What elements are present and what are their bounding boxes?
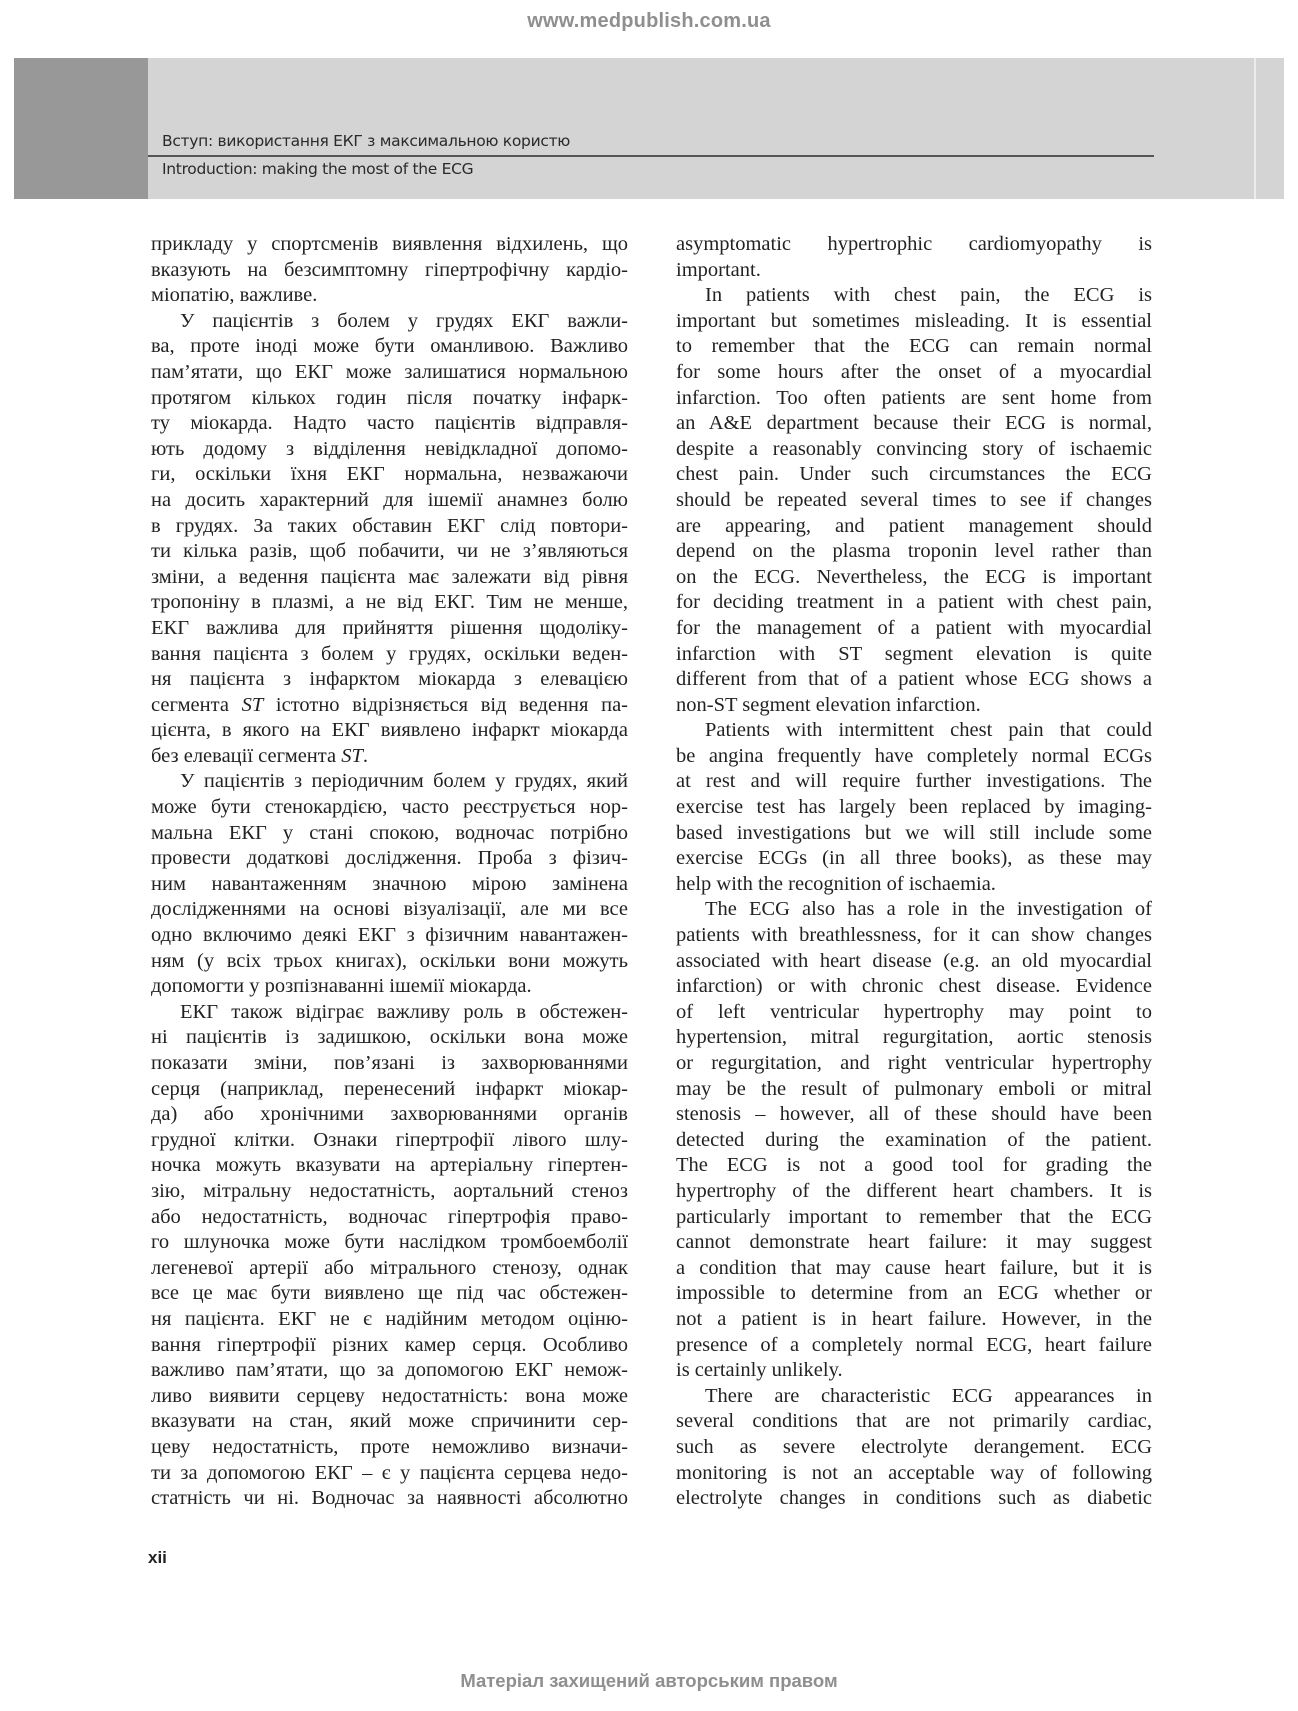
text-line: ним навантаженням значною мірою замінена — [151, 872, 628, 895]
page-number: xii — [148, 1548, 167, 1567]
text-line: ту міокарда. Надто часто пацієнтів відправля- — [151, 412, 628, 435]
text-line: should be repeated several times to see if changes — [676, 488, 1152, 511]
text-line: infarction with ST segment elevation is quite — [676, 642, 1152, 665]
text-line: легеневої артерії або мітрального стенозу, однак — [151, 1256, 628, 1279]
text-line: цієнта, в якого на ЕКГ виявлено інфаркт міокарда — [151, 719, 628, 742]
text-line: ливо виявити серцеву недостатність: вона може — [151, 1384, 628, 1407]
text-line: У пацієнтів з болем у грудях ЕКГ важли- — [180, 309, 628, 332]
text-line: все це має бути виявлено ще під час обстежен- — [151, 1282, 628, 1305]
text-line: серця (наприклад, перенесений інфаркт міокар- — [151, 1077, 628, 1100]
text-line: го шлуночка може бути наслідком тромбоемболії — [151, 1231, 628, 1254]
band-end-block — [1256, 58, 1284, 199]
text-line: ва, проте іноді може бути оманливою. Важливо — [151, 335, 628, 358]
text-line: help with the recognition of ischaemia. — [676, 872, 996, 895]
text-line: ням (у всіх трьох книгах), оскільки вони можуть — [151, 949, 628, 972]
text-line: дослідженнями на основі візуалізації, але ми все — [151, 898, 628, 921]
text-line: patients with breathlessness, for it can show changes — [676, 924, 1152, 947]
text-line: are appearing, and patient management should — [676, 514, 1152, 537]
running-head-rule — [148, 155, 1154, 157]
text-line: presence of a completely normal ECG, heart failure — [676, 1333, 1152, 1356]
text-line: показати зміни, пов’язані із захворюваннями — [151, 1052, 628, 1074]
text-line: ня пацієнта. ЕКГ не є надійним методом оціню- — [151, 1307, 628, 1330]
text-line: вання пацієнта з болем у грудях, оскільки веден- — [151, 642, 628, 665]
text-line: chest pain. Under such circumstances the ECG — [676, 463, 1152, 486]
text-line: important but sometimes misleading. It is essential — [676, 309, 1152, 332]
text-line: or regurgitation, and right ventricular hypertrophy — [676, 1052, 1152, 1074]
text-line: ня пацієнта з інфарктом міокарда з елевацією — [151, 668, 628, 691]
text-line: сегмента ST істотно відрізняється від ведення па- — [151, 693, 629, 716]
text-line: грудної клітки. Ознаки гіпертрофії лівого шлу- — [151, 1128, 628, 1151]
text-line: ти за допомогою ЕКГ – є у пацієнта серцева недо- — [151, 1461, 628, 1484]
text-line: протягом кількох годин після початку інфарк- — [151, 386, 628, 409]
text-line: пам’ятати, що ЕКГ може залишатися нормальною — [151, 360, 628, 383]
running-head-english: Introduction: making the most of the ECG — [162, 160, 474, 178]
running-head-ukrainian: Вступ: використання ЕКГ з максимальною користю — [162, 132, 571, 150]
text-line: тропоніну в плазмі, а не від ЕКГ. Тим не менше, — [151, 591, 628, 614]
text-line: to remember that the ECG can remain normal — [676, 335, 1152, 358]
left-column-ukrainian — [151, 232, 628, 1512]
text-line: may be the result of pulmonary emboli or mitral — [676, 1077, 1152, 1100]
text-line: без елевації сегмента ST. — [151, 744, 368, 767]
text-line: an A&E department because their ECG is normal, — [676, 412, 1152, 435]
text-line: ють додому з відділення невідкладної допомо- — [151, 437, 628, 460]
text-line: допомогти у розпізнаванні ішемії міокарда. — [151, 975, 532, 998]
text-line: different from that of a patient whose ECG shows a — [676, 668, 1152, 691]
text-line: міопатію, важливе. — [151, 284, 318, 307]
text-line: non-ST segment elevation infarction. — [676, 693, 981, 716]
text-line: on the ECG. Nevertheless, the ECG is important — [676, 565, 1152, 588]
text-line: ЕКГ також відіграє важливу роль в обстежен- — [180, 1000, 628, 1023]
text-line: вказувати на стан, який може спричинити сер- — [151, 1410, 628, 1433]
text-line: ти кілька разів, щоб побачити, чи не з’являються — [151, 540, 628, 563]
text-line: мальна ЕКГ у стані спокою, водночас потрібно — [151, 821, 628, 844]
text-line: is certainly unlikely. — [676, 1359, 843, 1382]
text-line: цеву недостатність, проте неможливо визначи- — [151, 1435, 628, 1458]
text-line: да) або хронічними захворюваннями органів — [151, 1103, 628, 1126]
text-line: electrolyte changes in conditions such as diabetic — [676, 1487, 1152, 1510]
text-line: detected during the examination of the patient. — [676, 1128, 1152, 1151]
text-line: Patients with intermittent chest pain that could — [705, 719, 1152, 742]
right-column-english — [676, 232, 1152, 1512]
text-line: ги, оскільки їхня ЕКГ нормальна, незважаючи — [151, 463, 628, 486]
text-line: hypertension, mitral regurgitation, aortic stenosis — [676, 1026, 1152, 1049]
text-line: вання гіпертрофії різних камер серця. Особливо — [151, 1333, 628, 1356]
text-line: The ECG is not a good tool for grading the — [676, 1154, 1152, 1177]
text-line: several conditions that are not primarily cardiac, — [676, 1410, 1152, 1433]
text-line: hypertrophy of the different heart chambers. It is — [676, 1179, 1152, 1202]
text-line: for some hours after the onset of a myocardial — [676, 360, 1152, 383]
text-line: at rest and will require further investigations. The — [676, 770, 1152, 793]
text-line: associated with heart disease (e.g. an old myocardial — [676, 949, 1152, 972]
publisher-watermark: www.medpublish.com.ua — [527, 10, 771, 32]
text-line: of left ventricular hypertrophy may point to — [676, 1000, 1152, 1023]
text-line: зію, мітральну недостатність, аортальний стеноз — [151, 1179, 628, 1202]
text-line: в грудях. За таких обставин ЕКГ слід повтори- — [151, 514, 628, 537]
text-line: important. — [676, 258, 761, 281]
text-line: There are characteristic ECG appearances in — [705, 1384, 1152, 1407]
band-dark-block — [14, 58, 148, 199]
text-line: прикладу у спортсменів виявлення відхилень, що — [151, 233, 628, 255]
text-line: despite a reasonably convincing story of ischaemic — [676, 437, 1152, 460]
text-line: ні пацієнтів із задишкою, оскільки вона може — [151, 1026, 628, 1049]
text-line: asymptomatic hypertrophic cardiomyopathy is — [676, 233, 1152, 255]
text-line: not a patient is in heart failure. However, in the — [676, 1307, 1152, 1330]
text-line: for the management of a patient with myocardial — [676, 616, 1152, 639]
text-line: a condition that may cause heart failure, but it is — [676, 1256, 1152, 1279]
text-line: monitoring is not an acceptable way of following — [676, 1461, 1152, 1484]
text-line: може бути стенокардією, часто реєструється нор- — [151, 796, 628, 819]
text-line: stenosis – however, all of these should have been — [676, 1103, 1152, 1126]
copyright-notice: Матеріал захищений авторським правом — [460, 1670, 838, 1691]
text-line: важливо пам’ятати, що за допомогою ЕКГ немож- — [151, 1359, 628, 1382]
text-line: ЕКГ важлива для прийняття рішення щодоліку- — [151, 616, 628, 639]
text-line: infarction) or with chronic chest disease. Evidence — [676, 975, 1152, 998]
text-line: вказують на безсимптомну гіпертрофічну кардіо- — [151, 258, 628, 281]
text-line: infarction. Too often patients are sent home from — [676, 386, 1152, 409]
text-line: статність чи ні. Водночас за наявності абсолютно — [151, 1487, 628, 1510]
italic-term: ST — [241, 693, 264, 716]
text-line: cannot demonstrate heart failure: it may suggest — [676, 1231, 1152, 1254]
text-line: be angina frequently have completely normal ECGs — [676, 744, 1152, 767]
text-line: зміни, а ведення пацієнта має залежати від рівня — [151, 565, 628, 588]
text-line: або недостатність, водночас гіпертрофія право- — [151, 1205, 628, 1228]
text-line: depend on the plasma troponin level rather than — [676, 540, 1152, 563]
text-line: The ECG also has a role in the investigation of — [705, 898, 1152, 921]
text-line: particularly important to remember that the ECG — [676, 1205, 1152, 1228]
text-line: exercise test has largely been replaced by imaging- — [676, 796, 1152, 819]
text-line: ночка можуть вказувати на артеріальну гіпертен- — [151, 1154, 628, 1177]
text-line: exercise ECGs (in all three books), as these may — [676, 847, 1152, 870]
text-line: одно включимо деякі ЕКГ з фізичним навантажен- — [151, 924, 628, 947]
text-line: У пацієнтів з періодичним болем у грудях, який — [180, 770, 628, 793]
text-line: for deciding treatment in a patient with chest pain, — [676, 591, 1152, 614]
text-line: провести додаткові дослідження. Проба з фізич- — [151, 847, 628, 870]
text-line: In patients with chest pain, the ECG is — [705, 284, 1152, 307]
italic-term: ST — [341, 744, 363, 767]
text-line: на досить характерний для ішемії анамнез болю — [151, 488, 628, 511]
text-line: based investigations but we will still include some — [676, 821, 1152, 844]
text-line: such as severe electrolyte derangement. ECG — [676, 1435, 1152, 1458]
text-line: impossible to determine from an ECG whether or — [676, 1282, 1152, 1305]
